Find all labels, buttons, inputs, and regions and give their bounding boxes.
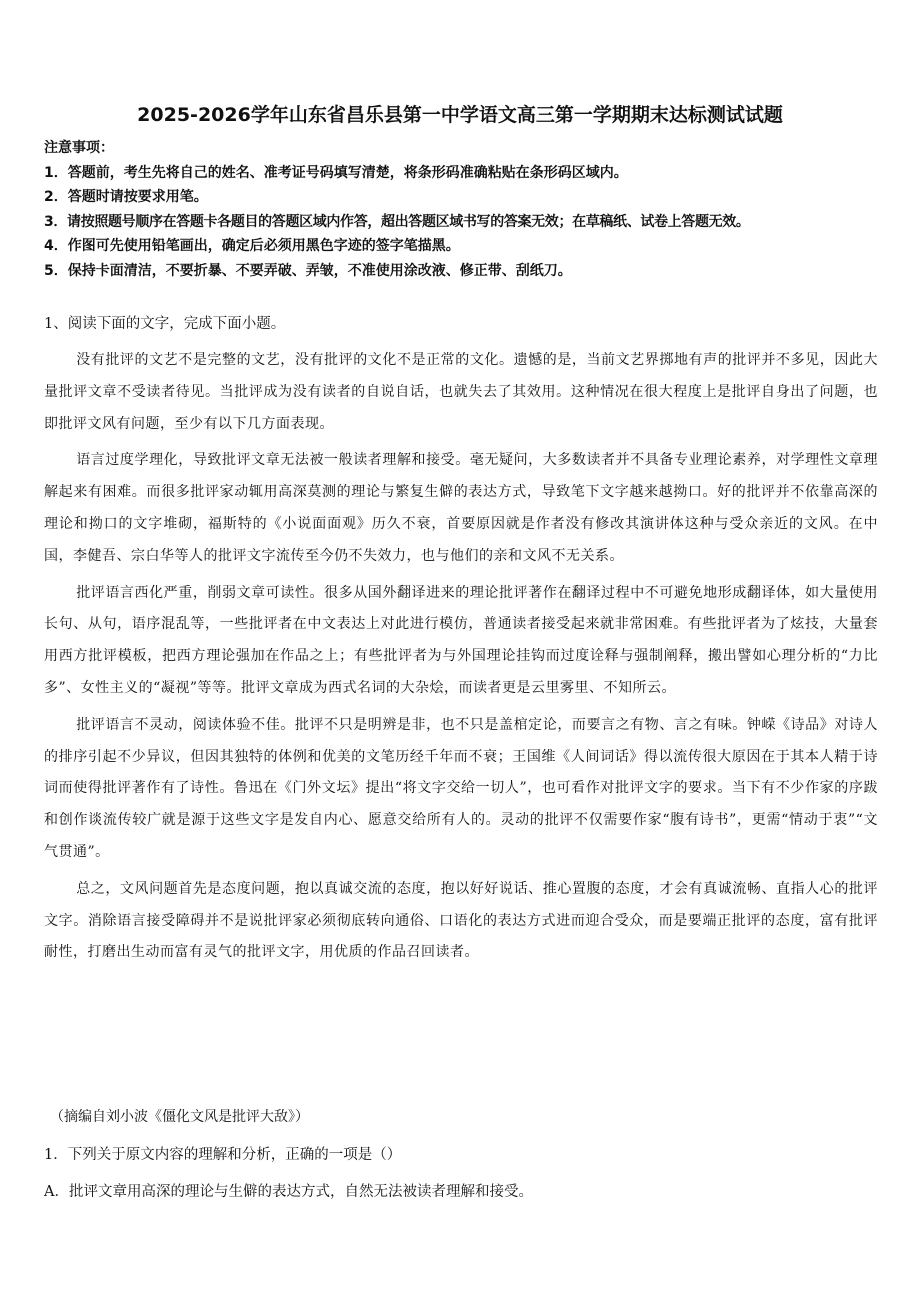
passage-paragraph-3: 批评语言西化严重，削弱文章可读性。很多从国外翻译进来的理论批评著作在翻译过程中不可避免地形成翻译体，如大量使用长句、从句，语序混乱等，一些批评者在中文表达上对此进行模仿，普通读者接受起来就非常困难。有些批评者为了炫技，大量套用西方批评模板，把西方理论强加在作品之上；有些批评者为与外国理论挂钩而过度诠释与强制阐释，搬出譬如心理分析的“力比多”、女性主义的“凝视”等等。批评文章成为西式名词的大杂烩，而读者更是云里雾里、不知所云。 [44,584,878,696]
notice-heading: 注意事项： [44,140,114,156]
notice-section [44,136,894,283]
notice-item-4: 4．作图可先使用铅笔画出，确定后必须用黑色字迹的签字笔描黑。 [44,238,460,254]
option-a: A．批评文章用高深的理论与生僻的表达方式，自然无法被读者理解和接受。 [44,1184,533,1200]
passage-paragraph-1: 没有批评的文艺不是完整的文艺，没有批评的文化不是正常的文化。遗憾的是，当前文艺界掷地有声的批评并不多见，因此大量批评文章不受读者待见。当批评成为没有读者的自说自话，也就失去了其效用。这种情况在很大程度上是批评自身出了问题，也即批评文风有问题，至少有以下几方面表现。 [44,352,878,432]
passage-paragraph-4: 批评语言不灵动，阅读体验不佳。批评不只是明辨是非，也不只是盖棺定论，而要言之有物、言之有味。钟嵘《诗品》对诗人的排序引起不少异议，但因其独特的体例和优美的文笔历经千年而不衰；王国维《人间词话》得以流传很大原因在于其本人精于诗词而使得批评著作有了诗性。鲁迅在《门外文坛》提出“将文字交给一切人”，也可看作对批评文字的要求。当下有不少作家的序跋和创作谈流传较广就是源于这些文字是发自内心、愿意交给所有人的。灵动的批评不仅需要作家“腹有诗书”，更需“情动于衷”“文气贯通”。 [44,716,878,860]
notice-item-5: 5．保持卡面清洁，不要折暴、不要弄破、弄皱，不准使用涂改液、修正带、刮纸刀。 [44,262,572,279]
document-title: 2025-2026学年山东省昌乐县第一中学语文高三第一学期期末达标测试试题 [137,104,783,126]
question-intro: 1、阅读下面的文字，完成下面小题。 [44,316,286,332]
passage-paragraph-2: 语言过度学理化，导致批评文章无法被一般读者理解和接受。毫无疑问，大多数读者并不具备专业理论素养，对学理性文章理解起来有困难。而很多批评家动辄用高深莫测的理论与繁复生僻的表达方式，导致笔下文字越来越拗口。好的批评并不依靠高深的理论和拗口的文字堆砌，福斯特的《小说面面观》历久不衰，首要原因就是作者没有修改其演讲体这种与受众亲近的文风。在中国，李健吾、宗白华等人的批评文字流传至今仍不失效力，也与他们的亲和文风不无关系。 [44,452,878,564]
notice-item-3: 3．请按照题号顺序在答题卡各题目的答题区域内作答，超出答题区域书写的答案无效；在草稿纸、试卷上答题无效。 [44,213,750,230]
notice-item-2: 2．答题时请按要求用笔。 [44,189,208,205]
reading-passage [44,345,878,974]
passage-source: （摘编自刘小波《僵化文风是批评大敌》） [50,1109,309,1125]
notice-item-1: 1．答题前，考生先将自己的姓名、准考证号码填写清楚，将条形码准确粘贴在条形码区域内。 [44,164,628,181]
sub-question-1: 1．下列关于原文内容的理解和分析，正确的一项是（） [44,1147,402,1163]
passage-paragraph-5: 总之，文风问题首先是态度问题，抱以真诚交流的态度，抱以好好说话、推心置腹的态度，才会有真诚流畅、直指人心的批评文字。消除语言接受障碍并不是说批评家必须彻底转向通俗、口语化的表达方式进而迎合受众，而是要端正批评的态度，富有批评耐性，打磨出生动而富有灵气的批评文字，用优质的作品召回读者。 [44,880,878,961]
